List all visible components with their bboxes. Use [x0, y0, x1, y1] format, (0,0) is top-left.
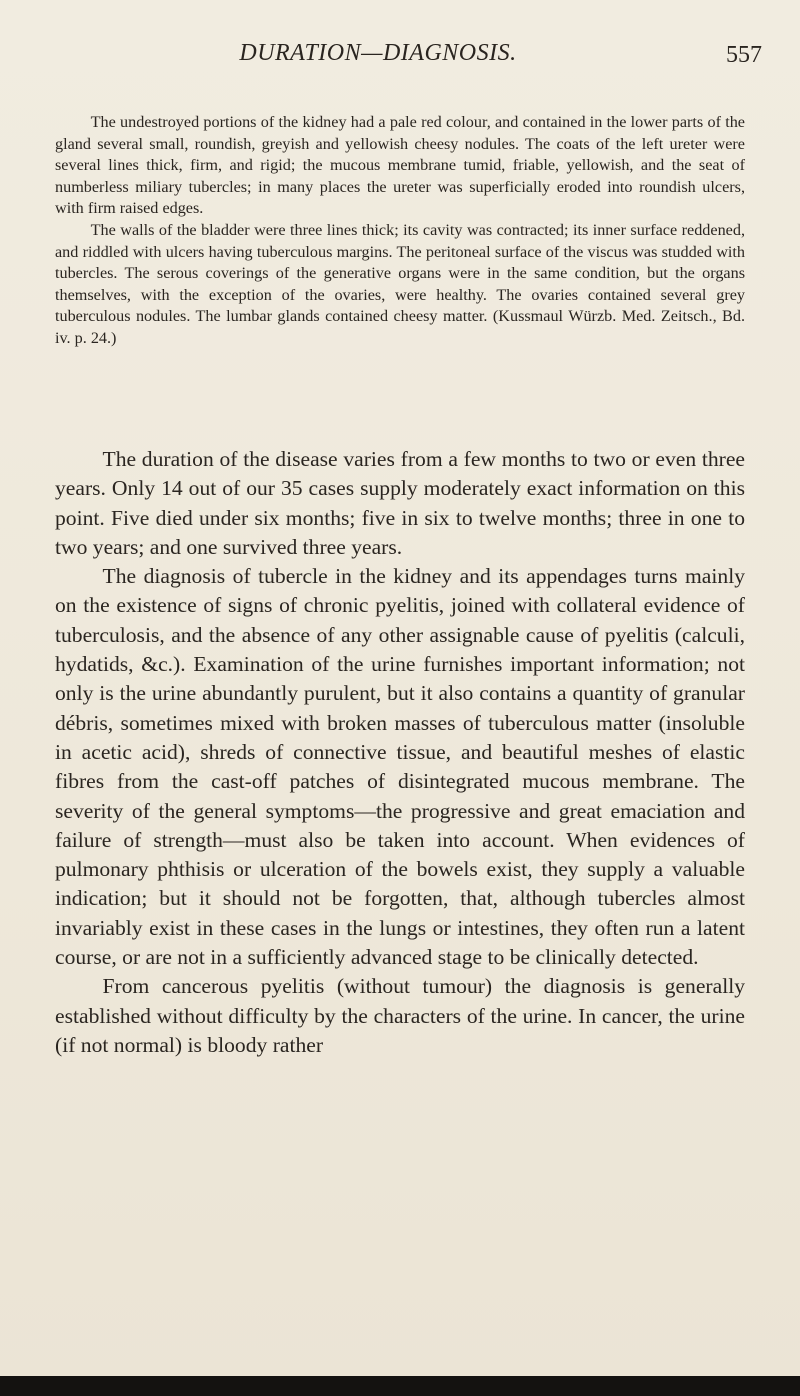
diagnosis-paragraph: The diagnosis of tubercle in the kidney and its appendages turns mainly on the existence of signs of chronic pyelitis, joined with collateral evidence of tuberculosis, and the absence of any other assignable cause of pyelitis (calculi, hydatids, &c.). Examination of the urine furnishes important information; not only is the urine abundantly purulent, but it also contains a quantity of granular débris, sometimes mixed with broken masses of tuberculous matter (insoluble in acetic acid), shreds of connective tissue, and beautiful meshes of elastic fibres from the cast-off patches of disintegrated mucous membrane. The severity of the general symptoms—the progressive and great emaciation and failure of strength—must also be taken into account. When evidences of pulmonary phthisis or ulceration of the bowels exist, they supply a valuable indication; but it should not be forgotten, that, although tubercles almost invariably exist in these cases in the lungs or intestines, they often run a latent course, or are not in a sufficiently advanced stage to be clinically detected. — [55, 564, 745, 970]
case-paragraph: The walls of the bladder were three lines thick; its cavity was contracted; its inner surface reddened, and riddled with ulcers having tuberculous margins. The peritoneal surface of the viscus was studded with tubercles. The serous coverings of the generative organs were in the same condition, but the organs themselves, with the exception of the ovaries, were healthy. The ovaries contained several grey tuberculous nodules. The lumbar glands contained cheesy matter. (Kussmaul Würzb. Med. Zeitsch., Bd. iv. p. 24.) — [55, 220, 745, 347]
cancer-diagnosis-paragraph: From cancerous pyelitis (without tumour) the diagnosis is generally established without difficulty by the characters of the urine. In cancer, the urine (if not normal) is bloody rather — [55, 974, 745, 1057]
main-text-block — [55, 445, 745, 1060]
case-paragraph: The undestroyed portions of the kidney had a pale red colour, and contained in the lower parts of the gland several small, roundish, greyish and yellowish cheesy nodules. The coats of the left ureter were several lines thick, firm, and rigid; the mucous membrane tumid, friable, yellowish, and the seat of numberless miliary tubercles; in many places the ureter was superficially eroded into roundish ulcers, with firm raised edges. — [55, 113, 745, 218]
case-report-block — [55, 112, 745, 350]
scan-bottom-edge — [0, 1376, 800, 1396]
page-header — [0, 40, 800, 80]
duration-paragraph: The duration of the disease varies from a few months to two or even three years. Only 14 out of our 35 cases supply moderately exact information on this point. Five died under six months; five in six to twelve months; three in one to two years; and one survived three years. — [55, 447, 745, 559]
page-number: 557 — [726, 42, 762, 68]
running-title: DURATION—DIAGNOSIS. — [239, 40, 517, 66]
